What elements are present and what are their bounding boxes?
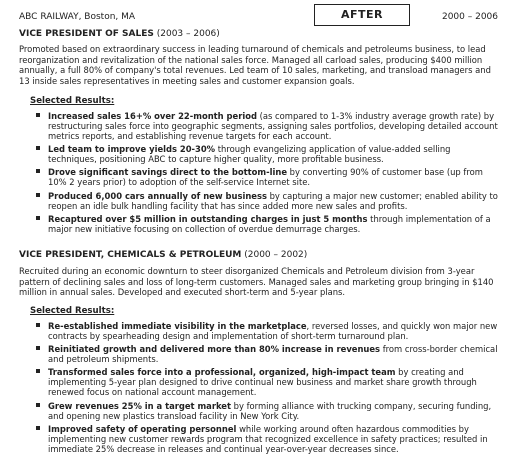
result-item bbox=[36, 401, 500, 421]
result-lead: Led team to improve yields 20-30% bbox=[48, 144, 216, 155]
role-1-summary: Promoted based on extraordinary success in leading turnaround of chemicals and petroleums business, to lead reorganization and revitalization of the national sales force. Managed all carload sales, producing $400 million annually, a full 80% of company's total revenues. Led team of 10 sales, marketing, and transload managers and 13 inside sales representatives in meeting sales and customer expansion goals. bbox=[19, 44, 491, 86]
bullet-icon bbox=[36, 193, 40, 197]
bullet-icon bbox=[36, 146, 40, 150]
result-lead: Produced 6,000 cars annually of new business bbox=[48, 190, 267, 201]
result-item bbox=[36, 214, 500, 234]
result-item bbox=[36, 424, 500, 454]
result-text: from cross-border chemical and petroleum shipments. bbox=[48, 344, 498, 365]
bullet-icon bbox=[36, 369, 40, 373]
job-title-1 bbox=[19, 29, 220, 40]
result-lead: Recaptured over $5 million in outstanding charges in just 5 months bbox=[48, 213, 368, 224]
result-lead: Increased sales 16+% over 22-month period bbox=[48, 111, 257, 121]
result-lead: Improved safety of operating personnel bbox=[48, 423, 237, 434]
bullet-icon bbox=[36, 346, 40, 350]
bullet-icon bbox=[36, 216, 40, 220]
result-text: by creating and implementing 5-year plan designed to drive continual new business and market share growth through renewed focus on national account management. bbox=[48, 367, 477, 398]
selected-results-2-heading: Selected Results: bbox=[30, 306, 115, 316]
result-item bbox=[36, 111, 500, 141]
employer-line: ABC RAILWAY, Boston, MA bbox=[19, 12, 136, 22]
job-title-2 bbox=[19, 250, 307, 261]
result-text: (as compared to 1-3% industry average growth rate) by restructuring sales force into geographic segments, assigning sales portfolios, developing detailed account metrics reports, and establishing revenue targets for each account. bbox=[48, 111, 498, 141]
result-text: through evangelizing application of value-added selling techniques, positioning ABC to capture higher quality, more profitable business. bbox=[48, 144, 451, 165]
selected-results-1-heading: Selected Results: bbox=[30, 96, 115, 106]
bullet-icon bbox=[36, 169, 40, 173]
bullet-icon bbox=[36, 323, 40, 327]
result-text: , reversed losses, and quickly won major new contracts by spearheading design and implementation of short-term turnaround plan. bbox=[48, 321, 498, 341]
employment-years: 2000 – 2006 bbox=[441, 12, 498, 22]
result-item bbox=[36, 144, 500, 164]
job-title-2-name: VICE PRESIDENT, CHEMICALS & PETROLEUM bbox=[19, 250, 242, 260]
job-title-1-name: VICE PRESIDENT OF SALES bbox=[19, 29, 154, 39]
result-item bbox=[36, 167, 500, 187]
result-lead: Reinitiated growth and delivered more than 80% increase in revenues bbox=[48, 344, 381, 355]
bullet-icon bbox=[36, 403, 40, 407]
result-item bbox=[36, 321, 500, 341]
role-2-summary: Recruited during an economic downturn to steer disorganized Chemicals and Petroleum division from 3-year pattern of declining sales and loss of long-term customers. Managed sales and marketing group bringing in $140 million in annual sales. Developed and executed short-term and 5-year plans. bbox=[19, 266, 494, 298]
result-lead: Grew revenues 25% in a target market bbox=[48, 400, 231, 411]
bullet-icon bbox=[36, 426, 40, 430]
result-item bbox=[36, 344, 500, 364]
result-text: by forming alliance with trucking company, securing funding, and opening new plastics transload facility in New York City. bbox=[48, 400, 492, 421]
result-text: through implementation of a major new initiative focusing on collection of overdue demurrage charges. bbox=[48, 213, 491, 234]
results-list-1 bbox=[36, 111, 500, 237]
result-text: by capturing a major new customer; enabled ability to reopen an idle bulk handling facility that has since added more new sales and profits. bbox=[48, 190, 498, 211]
result-lead: Re-established immediate visibility in the marketplace bbox=[48, 321, 307, 331]
after-badge: AFTER bbox=[314, 4, 410, 26]
results-list-2 bbox=[36, 321, 500, 457]
result-lead: Transformed sales force into a professional, organized, high-impact team bbox=[48, 367, 396, 378]
job-title-2-dates: (2000 – 2002) bbox=[241, 250, 308, 260]
result-item bbox=[36, 367, 500, 397]
job-title-1-dates: (2003 – 2006) bbox=[153, 29, 220, 39]
result-text: by converting 90% of customer base (up from 10% 2 years prior) to adoption of the self-service Internet site. bbox=[48, 167, 483, 188]
result-lead: Drove significant savings direct to the bottom-line bbox=[48, 167, 287, 178]
result-item bbox=[36, 191, 500, 211]
result-text: while working around often hazardous commodities by implementing new customer rewards program that recognized excellence in safety practices; resulted in immediate 25% decrease in releases and continual year-over-year decreases since. bbox=[48, 423, 488, 454]
bullet-icon bbox=[36, 113, 40, 117]
